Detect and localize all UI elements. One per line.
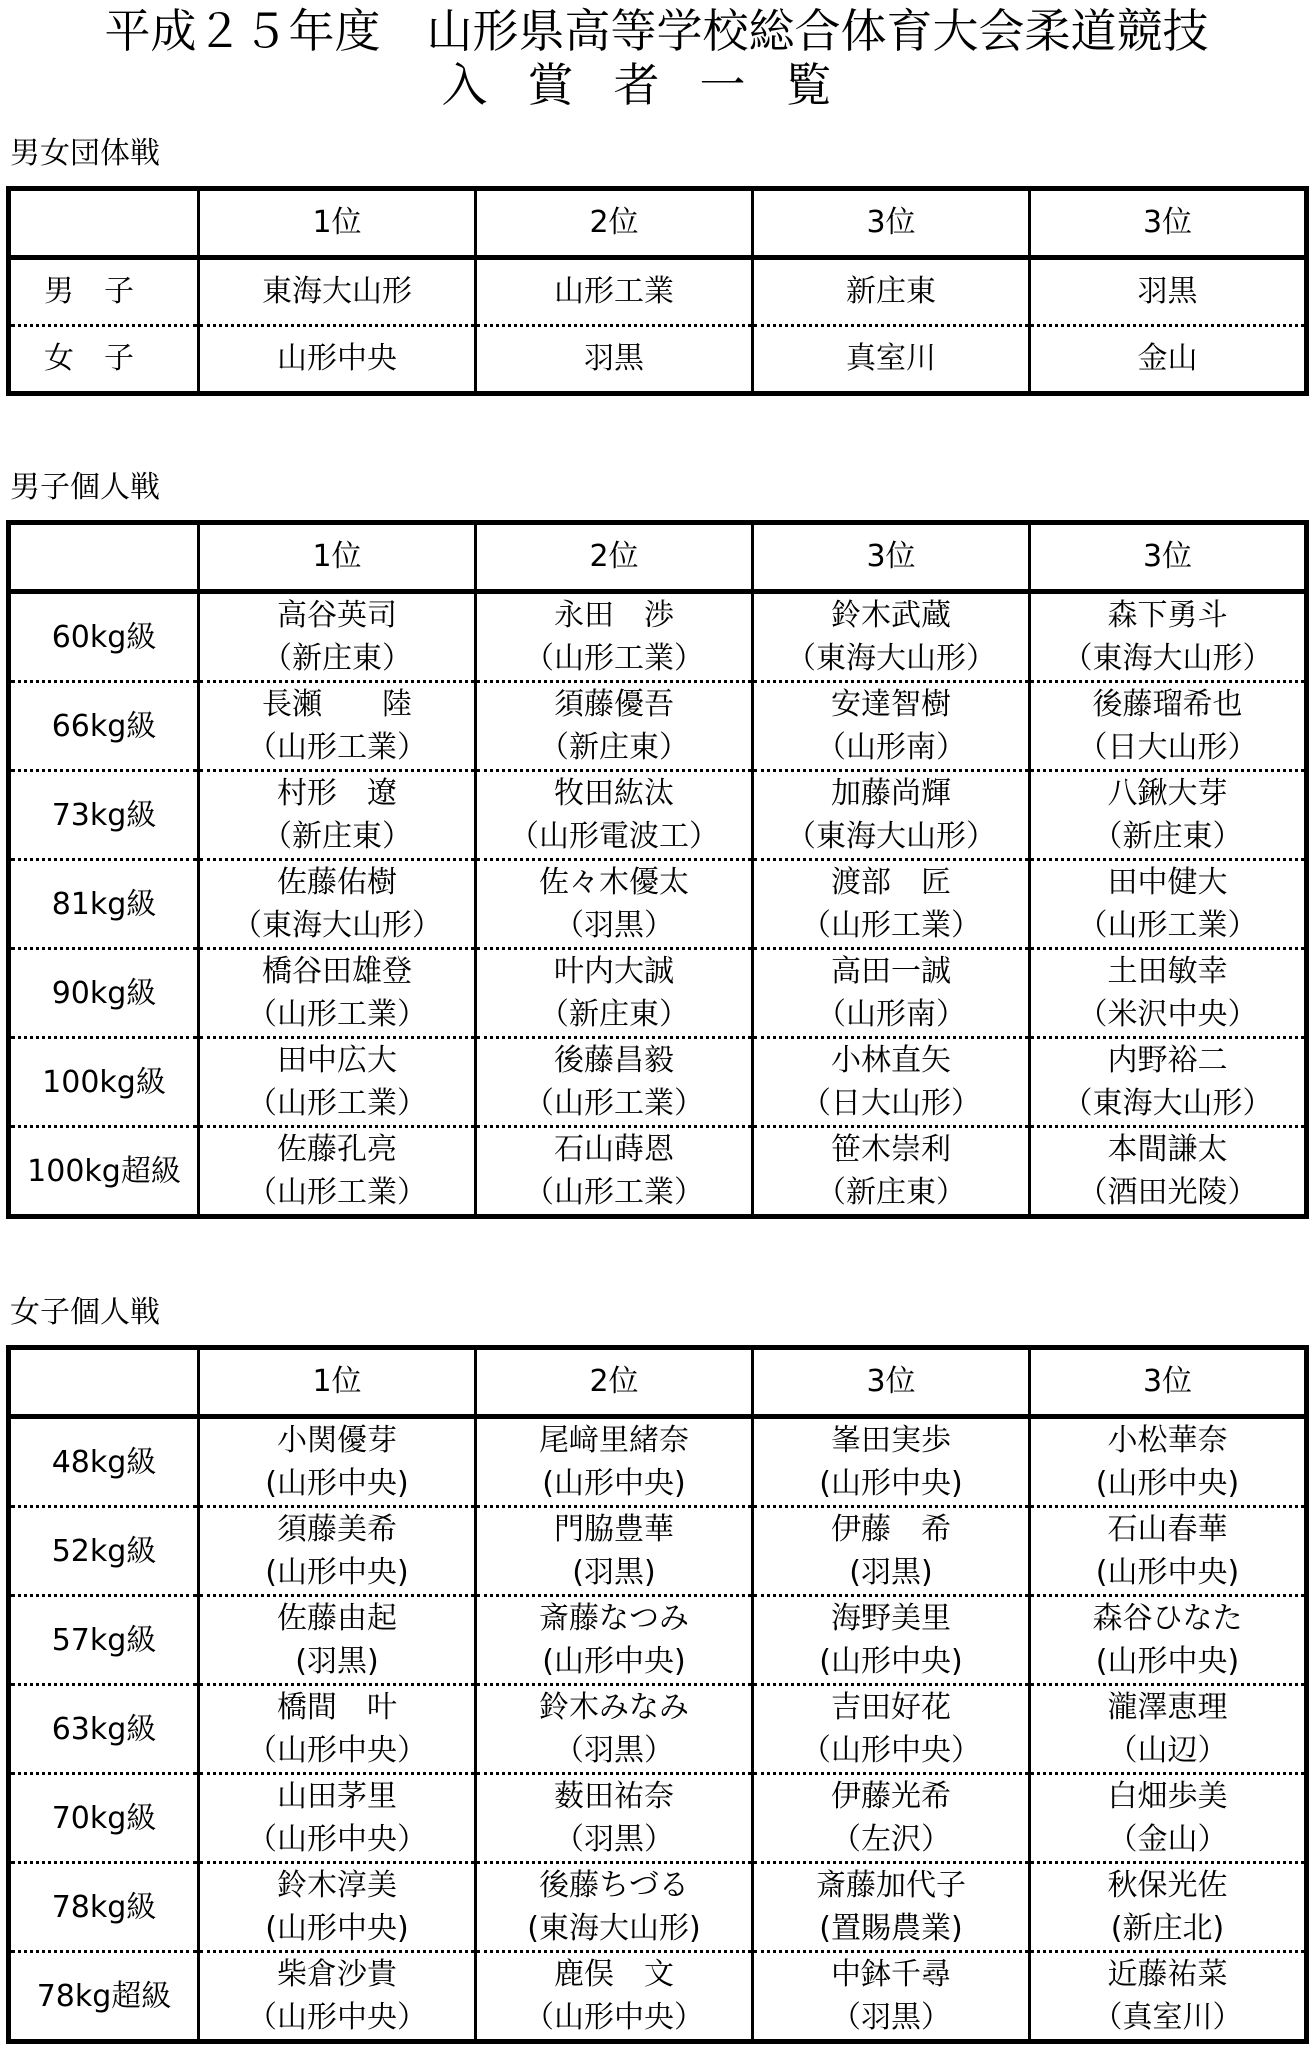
header-blank [9, 189, 199, 258]
athlete-name: 峯田実歩 [831, 1423, 951, 1458]
athlete-name: 土田敏幸 [1107, 954, 1228, 989]
result-cell [753, 1685, 1030, 1774]
table-row [9, 1038, 1307, 1127]
team-cell: 山形中央 [199, 326, 476, 394]
row-label-women: 女子 [9, 326, 199, 394]
header-2nd: 2位 [476, 1348, 753, 1417]
athlete-name: 後藤ちづる [539, 1868, 689, 1903]
athlete-name: 吉田好花 [831, 1690, 951, 1725]
weight-class-label: 60kg級 [51, 619, 157, 655]
athlete-name: 石山春華 [1107, 1512, 1228, 1547]
athlete-name: 橋谷田雄登 [262, 954, 412, 989]
result-cell [753, 1774, 1030, 1863]
school-name: （日大山形） [1077, 730, 1258, 765]
result-cell [199, 949, 476, 1038]
weight-class-label: 63kg級 [9, 1685, 199, 1774]
team-section-label: 男女団体戦 [10, 136, 160, 171]
school-name: (山形中央) [1095, 1644, 1240, 1679]
result-cell [753, 592, 1030, 682]
result-cell [1030, 682, 1307, 771]
school-name: （山辺） [1107, 1733, 1228, 1768]
athlete-name: 柴倉沙貴 [277, 1957, 397, 1992]
weight-class-label: 100kg級 [9, 1038, 199, 1127]
athlete-name: 佐藤佑樹 [277, 865, 397, 900]
document-subtitle: 入賞者一覧 [441, 58, 872, 112]
result-cell [753, 1952, 1030, 2042]
athlete-name: 秋保光佐 [1107, 1868, 1228, 1903]
school-name: （真室川） [1092, 2000, 1243, 2035]
result-cell [753, 860, 1030, 949]
athlete-name: 小関優芽 [277, 1423, 397, 1458]
school-name: （新庄東） [262, 819, 412, 854]
athlete-name: 斎藤加代子 [816, 1868, 966, 1903]
result-cell [476, 592, 753, 682]
result-cell [199, 1952, 476, 2042]
school-name: (東海大山形) [527, 1911, 701, 1946]
women-section-label: 女子個人戦 [10, 1295, 160, 1330]
athlete-name: 永田 渉 [554, 598, 674, 633]
athlete-name: 佐藤由起 [277, 1601, 397, 1636]
school-name: (新庄北) [1110, 1911, 1225, 1946]
athlete-name: 尾﨑里緒奈 [539, 1423, 689, 1458]
school-name: (羽黒) [572, 1555, 656, 1590]
result-cell [1030, 1507, 1307, 1596]
header-1st: 1位 [199, 189, 476, 258]
result-cell [1030, 1774, 1307, 1863]
school-name: （山形中央） [247, 2000, 427, 2035]
athlete-name: 後藤瑠希也 [1092, 687, 1243, 722]
result-cell [199, 860, 476, 949]
school-name: （山形電波工） [509, 819, 719, 854]
athlete-name: 笹木崇利 [831, 1132, 951, 1167]
school-name: (山形中央) [265, 1466, 409, 1501]
team-cell: 羽黒 [1030, 258, 1307, 326]
result-cell [199, 1863, 476, 1952]
school-name: （東海大山形） [232, 908, 442, 943]
athlete-name: 佐々木優太 [539, 865, 689, 900]
school-name: （羽黒） [554, 908, 674, 943]
team-cell: 羽黒 [476, 326, 753, 394]
result-cell [199, 1685, 476, 1774]
school-name: (置賜農業) [819, 1911, 963, 1946]
header-blank [9, 1348, 199, 1417]
result-cell [1030, 1685, 1307, 1774]
school-name: (山形中央) [542, 1644, 686, 1679]
result-cell [1030, 592, 1307, 682]
athlete-name: 石山蒔恩 [554, 1132, 674, 1167]
athlete-name: 中鉢千尋 [831, 1957, 951, 1992]
header-1st: 1位 [199, 1348, 476, 1417]
result-cell [753, 1038, 1030, 1127]
school-name: （羽黒） [831, 2000, 951, 2035]
athlete-name: 橋間 叶 [277, 1690, 397, 1725]
team-cell: 東海大山形 [199, 258, 476, 326]
school-name: (羽黒) [295, 1644, 379, 1679]
athlete-name: 安達智樹 [831, 687, 951, 722]
school-name: （羽黒） [554, 1733, 674, 1768]
header-2nd: 2位 [476, 523, 753, 592]
table-row [9, 1685, 1307, 1774]
school-name: （日大山形） [801, 1086, 981, 1121]
school-name: (山形中央) [265, 1911, 409, 1946]
header-3rd-b: 3位 [1030, 1348, 1307, 1417]
athlete-name: 後藤昌毅 [554, 1043, 674, 1078]
school-name: （新庄東） [1092, 819, 1243, 854]
school-name: （山形工業） [1077, 908, 1258, 943]
result-cell [199, 1507, 476, 1596]
result-cell [199, 1127, 476, 1217]
weight-class-label: 66kg級 [9, 682, 199, 771]
athlete-name: 森下勇斗 [1107, 598, 1228, 633]
result-cell [1030, 949, 1307, 1038]
header-3rd-b: 3位 [1030, 189, 1307, 258]
athlete-name: 海野美里 [831, 1601, 951, 1636]
athlete-name: 田中健大 [1107, 865, 1228, 900]
result-cell [199, 1774, 476, 1863]
school-name: （山形工業） [524, 1175, 704, 1210]
athlete-name: 佐藤孔亮 [277, 1132, 397, 1167]
athlete-name: 近藤祐菜 [1107, 1957, 1228, 1992]
table-header-row [9, 1348, 1307, 1417]
athlete-name: 小松華奈 [1107, 1423, 1228, 1458]
result-cell [476, 860, 753, 949]
school-name: （新庄東） [816, 1175, 966, 1210]
table-row [9, 1863, 1307, 1952]
header-3rd: 3位 [753, 1348, 1030, 1417]
table-row [9, 258, 1307, 326]
header-3rd: 3位 [753, 189, 1030, 258]
team-results-table [6, 186, 1309, 396]
athlete-name: 本間謙太 [1107, 1132, 1228, 1167]
result-cell [753, 1863, 1030, 1952]
athlete-name: 村形 遼 [277, 776, 397, 811]
school-name: (山形中央) [819, 1466, 963, 1501]
table-row [9, 771, 1307, 860]
athlete-name: 小林直矢 [831, 1043, 951, 1078]
athlete-name: 白畑歩美 [1107, 1779, 1228, 1814]
athlete-name: 長瀬 陸 [262, 687, 412, 722]
result-cell [1030, 1127, 1307, 1217]
result-cell [476, 1952, 753, 2042]
table-row [9, 1774, 1307, 1863]
table-row [9, 592, 1307, 682]
result-cell [476, 1774, 753, 1863]
team-cell: 金山 [1030, 326, 1307, 394]
result-cell [753, 1417, 1030, 1507]
school-name: （金山） [1107, 1822, 1228, 1857]
weight-class-label: 48kg級 [51, 1444, 157, 1480]
weight-class-label: 73kg級 [9, 771, 199, 860]
weight-class-label: 78kg級 [9, 1863, 199, 1952]
table-row [9, 1417, 1307, 1507]
weight-class-label: 57kg級 [9, 1596, 199, 1685]
table-header-row [9, 523, 1307, 592]
result-cell [753, 1507, 1030, 1596]
school-name: （新庄東） [539, 730, 689, 765]
school-name: （東海大山形） [1062, 1086, 1273, 1121]
weight-class-label: 100kg超級 [9, 1127, 199, 1217]
school-name: （羽黒） [554, 1822, 674, 1857]
table-row [9, 326, 1307, 394]
school-name: （山形工業） [801, 908, 981, 943]
athlete-name: 門脇豊華 [554, 1512, 674, 1547]
result-cell [753, 1127, 1030, 1217]
result-cell [476, 1596, 753, 1685]
table-row [9, 1127, 1307, 1217]
result-cell [476, 1863, 753, 1952]
table-row [9, 1596, 1307, 1685]
school-name: (山形中央) [1095, 1555, 1240, 1590]
result-cell [199, 1417, 476, 1507]
school-name: （新庄東） [539, 997, 689, 1032]
row-label-men: 男子 [44, 274, 164, 309]
result-cell [1030, 771, 1307, 860]
school-name: （左沢） [831, 1822, 951, 1857]
result-cell [753, 771, 1030, 860]
result-cell [476, 771, 753, 860]
school-name: （山形中央） [247, 1822, 427, 1857]
athlete-name: 渡部 匠 [831, 865, 951, 900]
table-row [9, 949, 1307, 1038]
athlete-name: 八鍬大芽 [1107, 776, 1228, 811]
school-name: （東海大山形） [786, 641, 996, 676]
header-2nd: 2位 [476, 189, 753, 258]
result-cell [753, 682, 1030, 771]
header-blank [9, 523, 199, 592]
athlete-name: 伊藤光希 [831, 1779, 951, 1814]
result-cell [753, 1596, 1030, 1685]
table-row [9, 860, 1307, 949]
school-name: （山形工業） [247, 1175, 427, 1210]
school-name: （山形中央） [524, 2000, 704, 2035]
athlete-name: 伊藤 希 [831, 1512, 951, 1547]
men-section-label: 男子個人戦 [10, 470, 160, 505]
result-cell [1030, 1038, 1307, 1127]
school-name: （山形南） [816, 997, 966, 1032]
school-name: (山形中央) [542, 1466, 686, 1501]
result-cell [753, 949, 1030, 1038]
result-cell [476, 1127, 753, 1217]
athlete-name: 田中広大 [277, 1043, 397, 1078]
men-results-table [6, 520, 1309, 1219]
result-cell [476, 1685, 753, 1774]
school-name: （山形工業） [247, 1086, 427, 1121]
athlete-name: 森谷ひなた [1092, 1601, 1243, 1636]
athlete-name: 斎藤なつみ [539, 1601, 689, 1636]
weight-class-label: 70kg級 [9, 1774, 199, 1863]
result-cell [476, 1038, 753, 1127]
table-row [9, 1507, 1307, 1596]
result-cell [1030, 1863, 1307, 1952]
team-cell: 新庄東 [753, 258, 1030, 326]
team-cell: 真室川 [753, 326, 1030, 394]
weight-class-label: 52kg級 [9, 1507, 199, 1596]
result-cell [199, 1596, 476, 1685]
athlete-name: 加藤尚輝 [831, 776, 951, 811]
result-cell [476, 1417, 753, 1507]
school-name: （山形工業） [524, 1086, 704, 1121]
school-name: （酒田光陵） [1077, 1175, 1258, 1210]
school-name: (山形中央) [819, 1644, 963, 1679]
school-name: (山形中央) [1095, 1466, 1240, 1501]
athlete-name: 瀧澤恵理 [1107, 1690, 1228, 1725]
weight-class-label: 81kg級 [9, 860, 199, 949]
header-3rd: 3位 [753, 523, 1030, 592]
result-cell [1030, 1417, 1307, 1507]
athlete-name: 鈴木みなみ [539, 1690, 689, 1725]
school-name: （米沢中央） [1077, 997, 1258, 1032]
school-name: （東海大山形） [1062, 641, 1273, 676]
table-row [9, 1952, 1307, 2042]
athlete-name: 高谷英司 [277, 598, 397, 633]
athlete-name: 鈴木淳美 [277, 1868, 397, 1903]
result-cell [1030, 860, 1307, 949]
result-cell [476, 1507, 753, 1596]
athlete-name: 牧田紘汰 [554, 776, 674, 811]
result-cell [199, 1038, 476, 1127]
result-cell [476, 949, 753, 1038]
school-name: （山形工業） [247, 730, 427, 765]
table-row [9, 682, 1307, 771]
weight-class-label: 78kg超級 [9, 1952, 199, 2042]
result-cell [199, 682, 476, 771]
team-cell: 山形工業 [476, 258, 753, 326]
school-name: （山形中央） [801, 1733, 981, 1768]
result-cell [199, 771, 476, 860]
women-results-table [6, 1345, 1309, 2044]
athlete-name: 鹿俣 文 [554, 1957, 674, 1992]
school-name: （山形中央） [247, 1733, 427, 1768]
result-cell [1030, 1596, 1307, 1685]
athlete-name: 叶内大誠 [554, 954, 674, 989]
athlete-name: 薮田祐奈 [554, 1779, 674, 1814]
table-header-row [9, 189, 1307, 258]
athlete-name: 須藤優吾 [554, 687, 674, 722]
school-name: （山形工業） [524, 641, 704, 676]
result-cell [1030, 1952, 1307, 2042]
weight-class-label: 90kg級 [9, 949, 199, 1038]
school-name: (山形中央) [265, 1555, 409, 1590]
athlete-name: 内野裕二 [1107, 1043, 1228, 1078]
athlete-name: 須藤美希 [277, 1512, 397, 1547]
document-title: 平成２５年度 山形県高等学校総合体育大会柔道競技 [104, 4, 1209, 58]
result-cell [476, 682, 753, 771]
school-name: （東海大山形） [786, 819, 996, 854]
school-name: (羽黒) [849, 1555, 933, 1590]
athlete-name: 高田一誠 [831, 954, 951, 989]
school-name: （山形工業） [247, 997, 427, 1032]
athlete-name: 鈴木武蔵 [831, 598, 951, 633]
school-name: （山形南） [816, 730, 966, 765]
athlete-name: 山田茅里 [277, 1779, 397, 1814]
header-3rd-b: 3位 [1030, 523, 1307, 592]
school-name: （新庄東） [262, 641, 412, 676]
result-cell [199, 592, 476, 682]
header-1st: 1位 [199, 523, 476, 592]
